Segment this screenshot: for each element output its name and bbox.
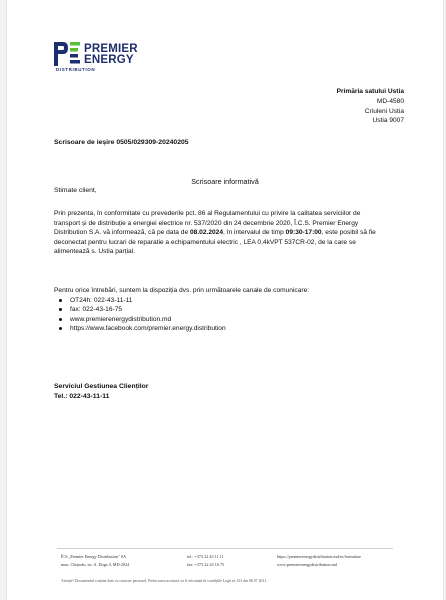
footer-company-address: mun. Chișinău, str. A. Doga 4, MD-2024 <box>61 562 130 567</box>
footer-company-name: ÎCS „Premier Energy Distribution" SA <box>61 554 127 559</box>
company-name <box>84 44 138 66</box>
letter-reference: Scrisoare de ieșire 0505/029309-20240205 <box>54 139 189 146</box>
signature-block <box>54 382 148 402</box>
company-logo <box>54 42 174 74</box>
footer-phone: tel.: +373 22 43 11 11 <box>187 554 224 559</box>
letter-page <box>6 0 444 600</box>
pe-logo-icon <box>54 42 80 66</box>
company-name-line1: PREMIER <box>84 43 138 55</box>
footer-company <box>61 553 129 569</box>
signature-phone: Tel.: 022-43-11-11 <box>54 393 110 400</box>
outage-date: 08.02.2024 <box>189 229 223 236</box>
footer-forms-link[interactable]: https://premierenergydistribution.md/ro/formulare <box>277 554 362 559</box>
salutation: Stimate client, <box>54 187 97 194</box>
footer-links <box>277 553 361 569</box>
recipient-name: Primăria satului Ustia <box>336 88 404 95</box>
recipient-village: Ustia 9007 <box>372 117 404 125</box>
company-subtitle: DISTRIBUTION <box>56 67 96 72</box>
outage-time: 09:30-17:00 <box>285 229 322 236</box>
recipient-postal: MD-4580 <box>376 97 404 105</box>
letter-body <box>54 209 388 257</box>
recipient-district: Criuleni Ustia <box>364 107 404 115</box>
contact-website-link[interactable]: www.premierenergydistribution.md <box>57 315 226 324</box>
privacy-notice: Atenție! Documentul conține date cu caracter personal. Prelucrarea acestora va fi efectuată în condițiile Legii nr.133 din 08.07.2011. <box>61 579 268 583</box>
footer-phones <box>187 553 224 569</box>
body-text-3: , este posibil să fie deconectat pentru lucrari de reparatie a echipamentului electric , LEA 0,4kVPT 537CR-02, de la care se alimentează s. Ustia parțial. <box>54 229 376 255</box>
letter-title: Scrisoare informativă <box>191 177 259 186</box>
contact-intro: Pentru orice întrebări, suntem la dispoziția dvs. prin următoarele canale de comunicare: <box>54 287 310 294</box>
body-text-2: , în intervalul de timp <box>223 229 286 236</box>
recipient-address <box>337 87 404 126</box>
footer-divider <box>57 548 393 549</box>
footer-fax: fax: +373 22 43 16 75 <box>187 562 225 567</box>
body-text-1: Prin prezenta, în conformitate cu prevederile pct. 86 al Regulamentului cu privire la calitatea serviciilor de transport și de distribuție a energiei electrice nr. 537/2020 din 24 decembrie 2020, Î.C.S. Premier Energy Distribution S.A. vă informează, că pe data de <box>54 210 361 236</box>
contact-fax: fax: 022-43-16-75 <box>57 305 226 314</box>
contact-facebook-link[interactable]: https://www.facebook.com/premier.energy.distribution <box>57 324 226 333</box>
signature-department: Serviciul Gestiunea Clienților <box>54 383 149 390</box>
contact-list <box>57 296 226 334</box>
footer-website-link[interactable]: www.premierenergydistribution.md <box>277 562 337 567</box>
company-name-line2: ENERGY <box>84 54 134 66</box>
contact-phone: OT24h: 022-43-11-11 <box>57 296 226 305</box>
